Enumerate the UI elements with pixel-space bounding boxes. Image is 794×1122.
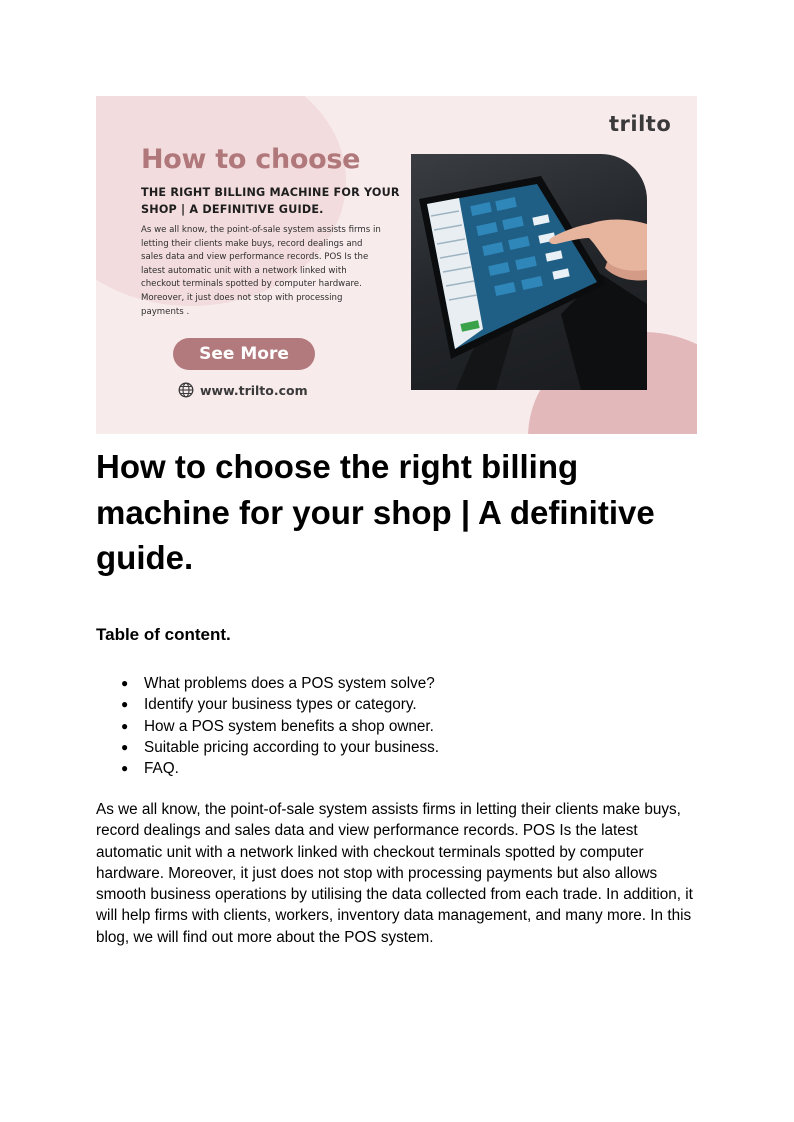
toc-heading: Table of content. xyxy=(96,625,231,644)
bullet-icon: ● xyxy=(121,739,129,754)
website-url: www.trilto.com xyxy=(200,382,308,398)
toc-item xyxy=(96,716,439,737)
see-more-button[interactable]: See More xyxy=(173,338,315,370)
bullet-icon: ● xyxy=(121,718,129,733)
toc-item-label: How a POS system benefits a shop owner. xyxy=(144,717,434,735)
pos-terminal-photo xyxy=(411,154,647,390)
table-of-contents xyxy=(96,673,439,779)
toc-item-label: FAQ. xyxy=(144,760,179,778)
toc-item xyxy=(96,758,439,779)
banner-title: How to choose xyxy=(141,144,361,175)
promo-banner xyxy=(96,96,697,434)
toc-item xyxy=(96,737,439,758)
globe-icon xyxy=(178,382,194,398)
bullet-icon: ● xyxy=(121,697,129,712)
bullet-icon: ● xyxy=(121,761,129,776)
banner-description: As we all know, the point-of-sale system assists firms in letting their clients make buys, record dealings and sales data and view performance records. POS Is the latest automatic unit with a network linked with checkout terminals spotted by computer hardware. Moreover, it just does not stop with processing payments . xyxy=(141,225,381,317)
article-title: How to choose the right billing machine for your shop | A definitive guide. xyxy=(96,448,655,576)
toc-item-label: Suitable pricing according to your business. xyxy=(144,738,440,756)
website-link[interactable] xyxy=(178,382,308,398)
toc-item-label: Identify your business types or category. xyxy=(144,696,417,714)
toc-item xyxy=(96,673,439,694)
bullet-icon: ● xyxy=(121,676,129,690)
banner-subtitle: THE RIGHT BILLING MACHINE FOR YOUR SHOP | A DEFINITIVE GUIDE. xyxy=(141,186,400,216)
toc-item-label: What problems does a POS system solve? xyxy=(144,675,435,692)
trilto-logo: trilto xyxy=(609,112,672,136)
intro-paragraph: As we all know, the point-of-sale system assists firms in letting their clients make buys, record dealings and sales data and view performance records. POS Is the latest automatic unit with a network linked with checkout terminals spotted by computer hardware. Moreover, it just does not stop with processing payments but also allows smooth business operations by utilising the data collected from each trade. In addition, it will help firms with clients, workers, inventory data management, and many more. In this blog, we will find out more about the POS system. xyxy=(96,801,693,946)
toc-item xyxy=(96,694,439,715)
